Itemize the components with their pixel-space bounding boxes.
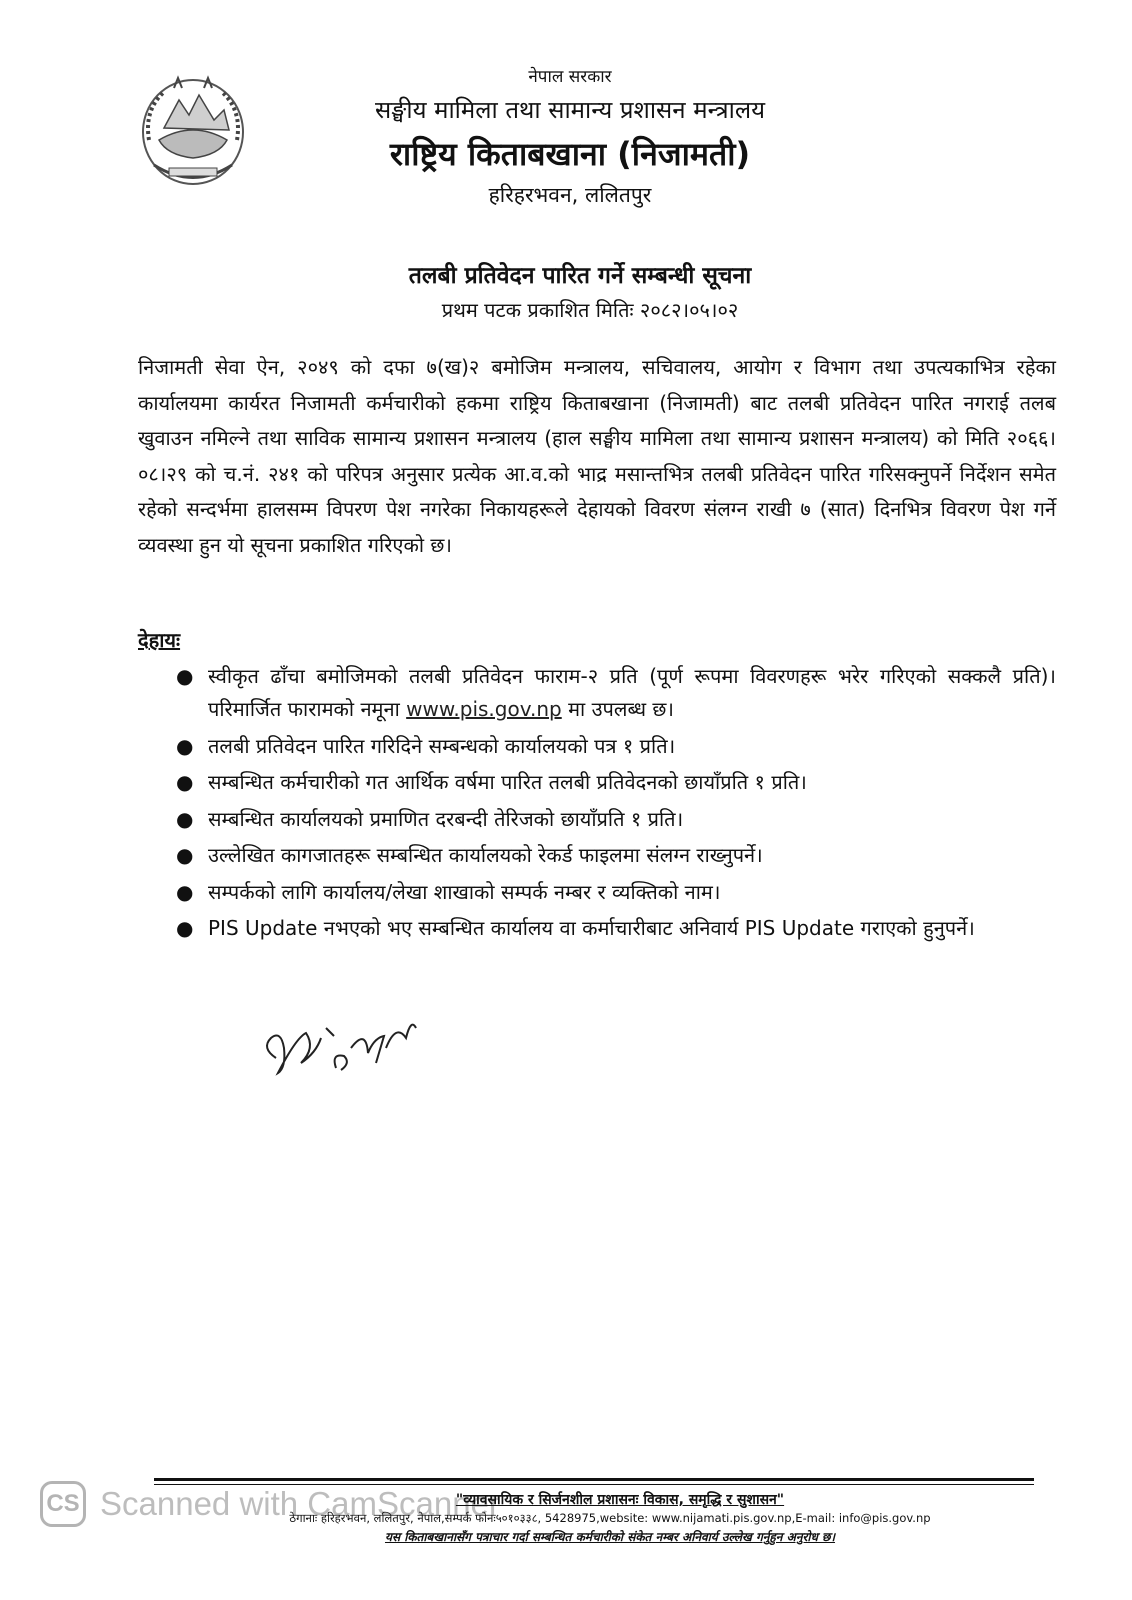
list-item: ● PIS Update नभएको भए सम्बन्धित कार्यालय वा कर्माचारीबाट अनिवार्य PIS Update गराएको हुनुपर्ने। bbox=[170, 912, 1056, 945]
ministry-name: सङ्घीय मामिला तथा सामान्य प्रशासन मन्त्रालय bbox=[374, 96, 766, 124]
watermark-text: Scanned with CamScanner bbox=[100, 1485, 500, 1522]
bullet-icon: ● bbox=[176, 843, 194, 867]
camscanner-logo-icon: CS bbox=[40, 1481, 86, 1527]
signature-image bbox=[256, 1008, 426, 1088]
bullet-icon: ● bbox=[176, 770, 194, 794]
footer-address: ठेगानाः हरिहरभवन, ललितपुर, नेपाल,सम्पर्क फोनः५०१०३३८, 5428975,website: www.nijamati.pis.gov.np,E-mail: info@pis.gov.np bbox=[289, 1511, 931, 1525]
bullet-icon: ● bbox=[176, 664, 194, 688]
list-item: ● उल्लेखित कागजातहरू सम्बन्धित कार्यालयको रेकर्ड फाइलमा संलग्न राख्नुपर्ने। bbox=[170, 839, 1056, 872]
office-address: हरिहरभवन, ललितपुर bbox=[488, 183, 652, 207]
bullet-icon: ● bbox=[176, 806, 194, 831]
list-item: ● सम्बन्धित कार्यालयको प्रमाणित दरबन्दी तेरिजको छायाँप्रति १ प्रति। bbox=[170, 803, 1056, 836]
footer-motto: "व्यावसायिक र सिर्जनशील प्रशासनः विकास, समृद्धि र सुशासन" bbox=[455, 1492, 785, 1508]
list-item: ● स्वीकृत ढाँचा बमोजिमको तलबी प्रतिवेदन फाराम-२ प्रति (पूर्ण रूपमा विवरणहरू भरेर गरिएको सक्कलै प्रति)। परिमार्जित फारामको नमूना www.pis.gov.np मा उपलब्ध छ। bbox=[170, 660, 1056, 726]
footer-note: यस किताबखानासँग पत्राचार गर्दा सम्बन्धित कर्मचारीको संकेत नम्बर अनिवार्य उल्लेख गर्नुहुन अनुरोध छ। bbox=[384, 1530, 836, 1544]
list-item: ● सम्पर्कको लागि कार्यालय/लेखा शाखाको सम्पर्क नम्बर र व्यक्तिको नाम। bbox=[170, 876, 1056, 909]
pis-website-link[interactable]: www.pis.gov.np bbox=[406, 697, 562, 721]
notice-title: तलबी प्रतिवेदन पारित गर्ने सम्बन्धी सूचना bbox=[408, 263, 752, 289]
bullet-icon: ● bbox=[176, 916, 194, 940]
nepal-emblem-icon bbox=[134, 70, 252, 190]
footer-divider-thin bbox=[154, 1484, 1034, 1485]
notice-body: निजामती सेवा ऐन, २०४९ को दफा ७(ख)२ बमोजिम मन्त्रालय, सचिवालय, आयोग र विभाग तथा उपत्यकाभित्र रहेका कार्यालयमा कार्यरत निजामती कर्मचारीको हकमा राष्ट्रिय किताबखाना (निजामती) बाट तलबी प्रतिवेदन पारित नगराई तलब खुवाउन नमिल्ने तथा साविक सामान्य प्रशासन मन्त्रालय (हाल सङ्घीय मामिला तथा सामान्य प्रशासन मन्त्रालय) को मिति २०६६।०८।२९ को च.नं. २४१ को परिपत्र अनुसार प्रत्येक आ.व.को भाद्र मसान्तभित्र तलबी प्रतिवेदन पारित गरिसक्नुपर्ने निर्देशन समेत रहेको सन्दर्भमा हालसम्म विपरण पेश नगरेका निकायहरूले देहायको विवरण संलग्न राखी ७ (सात) दिनभित्र विवरण पेश गर्ने व्यवस्था हुन यो सूचना प्रकाशित गरिएको छ। bbox=[138, 355, 1056, 557]
letterhead bbox=[260, 62, 880, 209]
list-item: ● तलबी प्रतिवेदन पारित गरिदिने सम्बन्धको कार्यालयको पत्र १ प्रति। bbox=[170, 730, 1056, 763]
bullet-icon: ● bbox=[176, 879, 194, 904]
list-heading: देहायः bbox=[138, 628, 181, 652]
publish-date: प्रथम पटक प्रकाशित मितिः २०८२।०५।०२ bbox=[441, 298, 739, 322]
footer-divider bbox=[154, 1478, 1034, 1481]
bullet-icon: ● bbox=[176, 733, 194, 758]
government-name: नेपाल सरकार bbox=[528, 67, 612, 87]
list-item: ● सम्बन्धित कर्मचारीको गत आर्थिक वर्षमा पारित तलबी प्रतिवेदनको छायाँप्रति १ प्रति। bbox=[170, 766, 1056, 799]
requirements-list bbox=[170, 660, 1056, 949]
office-name: राष्ट्रिय किताबखाना (निजामती) bbox=[389, 135, 751, 173]
